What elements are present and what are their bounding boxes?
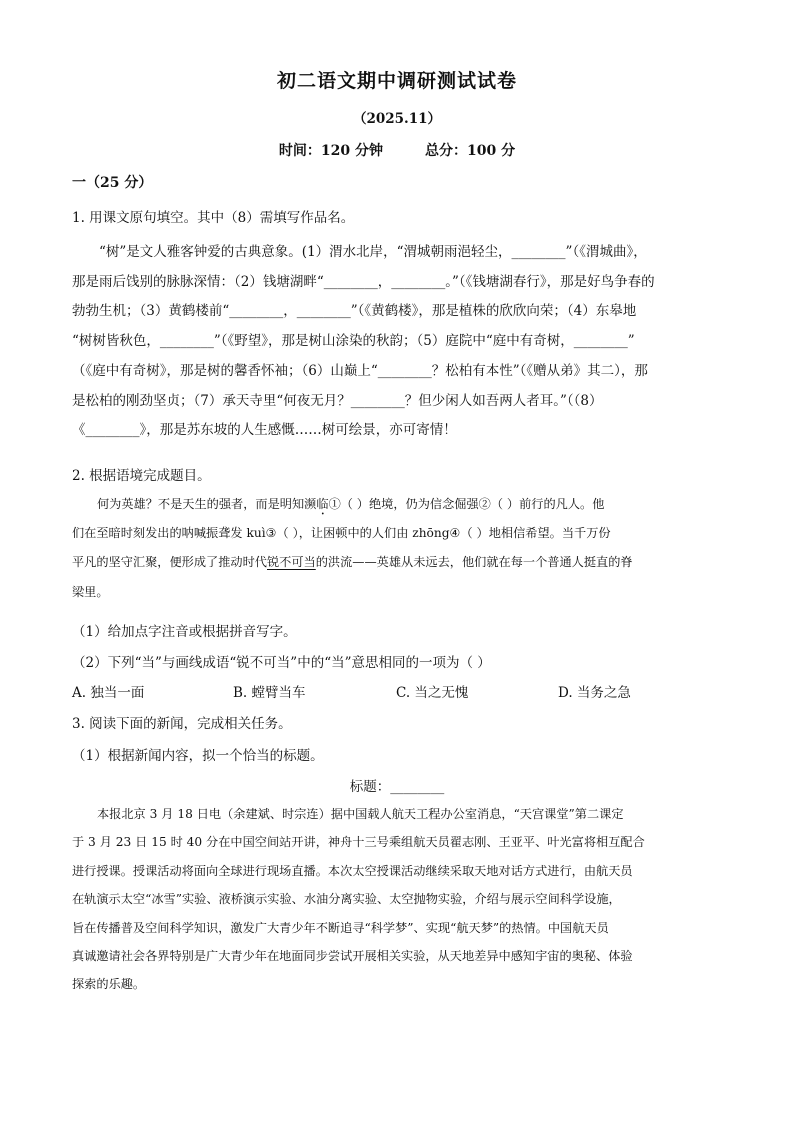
- news-line: 旨在传播普及空间科学知识，激发广大青少年不断追寻“科学梦”、实现“航天梦”的热情。中国航天员: [72, 920, 609, 935]
- passage-line: 那是雨后饯别的脉脉深情：（2）钱塘湖畔“________，________。”（《钱塘湖春行》，那是好鸟争春的: [72, 273, 655, 290]
- question-2-sub2: （2）下列“当”与画线成语“锐不可当”中的“当”意思相同的一项为（ ）: [72, 655, 491, 671]
- option-d[interactable]: D. 当务之急: [558, 685, 631, 701]
- passage-line: 平凡的坚守汇聚，便形成了推动时代锐不可当的洪流——英雄从未远去，他们就在每一个普通人挺直的脊: [72, 555, 633, 570]
- option-b[interactable]: B. 螳臂当车: [233, 685, 306, 701]
- passage-line: （《庭中有奇树》，那是树的馨香怀袖；（6）山巅上“________？松柏有本性”（《赠从弟》其二），那: [72, 362, 648, 379]
- question-3-sub1: （1）根据新闻内容，拟一个恰当的标题。: [72, 748, 324, 764]
- passage-line: 何为英雄？不是天生的强者，而是明知濒临①（ ）绝境，仍为信念倔强②（ ）前行的凡人。他: [97, 497, 605, 511]
- exam-score: 总分：100 分: [425, 143, 516, 159]
- passage-line: 勃勃生机；（3）黄鹤楼前“________，________”（《黄鹤楼》，那是植株的欣欣向荣；（4）东皋地: [72, 303, 637, 320]
- section-heading: 一（25 分）: [72, 175, 153, 191]
- passage-line: “树”是文人雅客钟爱的古典意象。(1）渭水北岸，“渭城朝雨浥轻尘，________”（《渭城曲》，: [99, 244, 647, 260]
- passage-line: 们在至暗时刻发出的呐喊振聋发 kuì③（ ），让困顿中的人们由 zhōng④（ ）地相信希望。当千万份: [72, 526, 611, 541]
- page-title: 初二语文期中调研测试试卷: [276, 70, 517, 92]
- exam-meta: [0, 140, 794, 160]
- news-line: 于 3 月 23 日 15 时 40 分在中国空间站开讲，神舟十三号乘组航天员翟志刚、王亚平、叶光富将相互配合: [72, 835, 645, 850]
- option-c[interactable]: C. 当之无愧: [396, 685, 469, 701]
- question-1-stem: 1. 用课文原句填空。其中（8）需填写作品名。: [72, 210, 355, 226]
- passage-line: 是松柏的刚劲坚贞；（7）承天寺里“何夜无月？________？但少闲人如吾两人者耳。”（（8）: [72, 392, 603, 409]
- question-1-passage: [72, 238, 724, 446]
- exam-date: （2025.11）: [352, 111, 442, 127]
- news-line: 本报北京 3 月 18 日电（余建斌、时宗连）据中国载人航天工程办公室消息，“天宫课堂”第二课定: [97, 807, 624, 821]
- news-line: 真诚邀请社会各界特别是广大青少年在地面同步尝试开展相关实验，从天地差异中感知宇宙的奥秘、体验: [72, 949, 633, 964]
- news-line: 进行授课。授课活动将面向全球进行现场直播。本次太空授课活动继续采取天地对话方式进行，由航天员: [72, 863, 633, 878]
- question-3-stem: 3. 阅读下面的新闻，完成相关任务。: [72, 716, 292, 732]
- choice-options: [72, 681, 722, 701]
- dotted-char: 临: [316, 497, 329, 511]
- exam-time: 时间：120 分钟: [278, 143, 383, 159]
- underlined-idiom: 锐不可当: [267, 555, 316, 570]
- question-2-passage: [72, 490, 724, 607]
- news-line: 在轨演示太空“冰雪”实验、液桥演示实验、水油分离实验、太空抛物实验，介绍与展示空间科学设施，: [72, 892, 621, 907]
- passage-line: 梁里。: [72, 584, 109, 599]
- question-2-sub1: （1）给加点字注音或根据拼音写字。: [72, 624, 297, 640]
- news-passage: [72, 800, 724, 999]
- question-2-stem: 2. 根据语境完成题目。: [72, 468, 211, 484]
- option-a[interactable]: A. 独当一面: [72, 685, 145, 701]
- passage-line: 《________》，那是苏东坡的人生感慨……树可绘景，亦可寄情！: [72, 422, 457, 439]
- passage-line: “树树皆秋色，________”（《野望》，那是树山涂染的秋韵；（5）庭院中“庭中有奇树，________”: [72, 333, 635, 350]
- headline-blank: 标题：________: [349, 779, 445, 795]
- news-line: 探索的乐趣。: [72, 977, 146, 992]
